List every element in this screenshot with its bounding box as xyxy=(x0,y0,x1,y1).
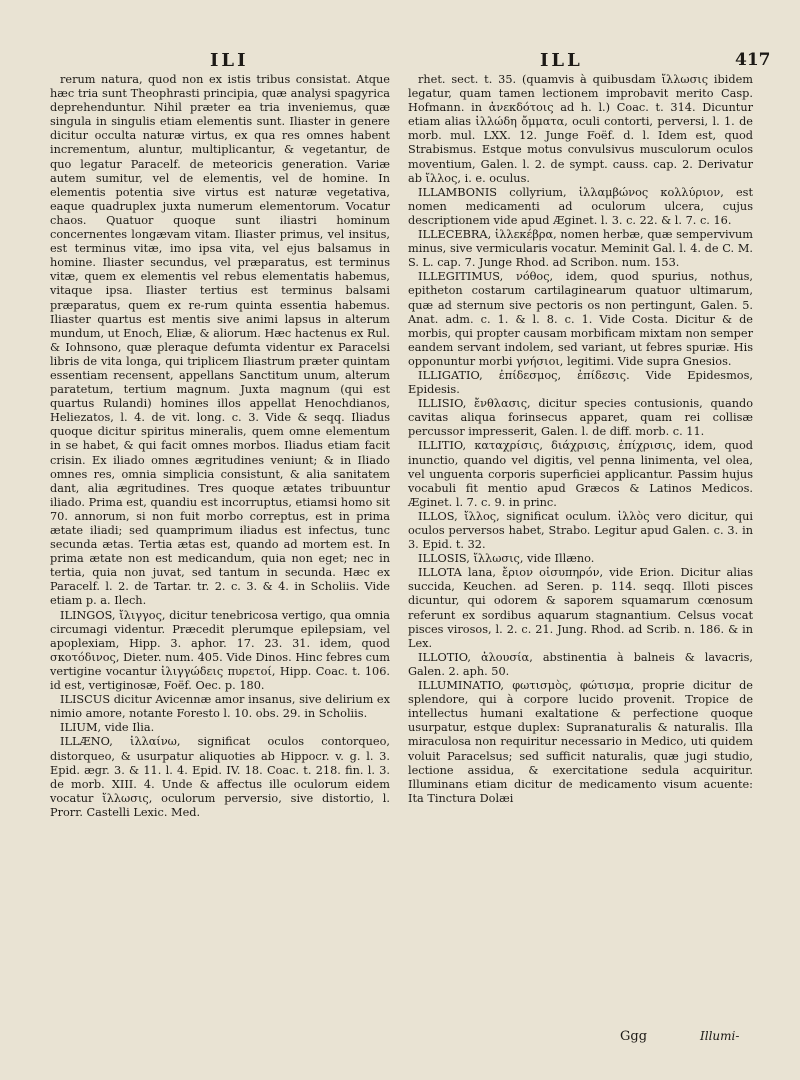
entry-paragraph: ILLÆNO, ἰλλαίνω, significat oculos contorqueo, distorqueo, & usurpatur aliquoties ab Hippocr. v. g. l. 3. Epid. ægr. 3. & 11. l. 4. Epid. IV. 18. Coac. t. 218. fin. l. 3. de morb. XIII. 4. Unde & affectus ille oculorum eidem vocatur ἴλλωσις, oculorum perversio, sive distortio, l. Prorr. Castelli Lexic. Med. xyxy=(50,735,390,819)
entry-paragraph: ILLOTIO, ἀλουσία, abstinentia à balneis & lavacris, Galen. 2. aph. 50. xyxy=(408,650,753,678)
entry-paragraph: ILLECEBRA, ἰλλεκέβρα, nomen herbæ, quæ sempervivum minus, sive vermicularis vocatur. Meminit Gal. l. 4. de C. M. S. L. cap. 7. Junge Rhod. ad Scribon. num. 153. xyxy=(408,228,753,270)
entry-paragraph: ILIUM, vide Ilia. xyxy=(60,721,155,735)
entry-paragraph: ILLOS, ἴλλος, significat oculum. ἰλλὸς vero dicitur, qui oculos perversos habet, Strabo. Legitur apud Galen. c. 3. in 3. Epid. t. 32. xyxy=(408,509,753,552)
left-column xyxy=(50,73,390,820)
entry-paragraph: ILLUMINATIO, φωτισμὸς, φώτισμα, proprie dicitur de splendore, qui à corpore lucido provenit. Tropice de intellectus humani exaltatione & perfectione quoque usurpatur, estque duplex: Supranaturalis & naturalis. Illa miraculosa non requiritur necessario in Medico, uti quidem voluit Paracelsus; sed sufficit naturalis, quæ jugi studio, lectione assidua, & exercitatione sedula acquiritur. Illuminans etiam dicitur de medicamento visum acuente: Ita Tinctura Dolæi xyxy=(408,679,753,805)
entry-paragraph: ILLITIO, καταχρίσις, διάχρισις, ἐπίχρισις, idem, quod inunctio, quando vel digitis, vel penna linimenta, vel olea, vel unguenta corporis superficiei applicantur. Passim hujus vocabuli fit mentio apud Græcos & Latinos Medicos. Æginet. l. 7. c. 9. in princ. xyxy=(408,439,753,509)
catchword: Illumi- xyxy=(700,1029,740,1043)
signature-mark: Ggg xyxy=(620,1029,648,1044)
entry-paragraph: rerum natura, quod non ex istis tribus consistat. Atque hæc tria sunt Theophrasti principia, quæ analysi spagyrica deprehenduntur. Nihil præter ea tria inveniemus, quæ singula in singulis etiam elementis sunt. Iliaster in genere dicitur occulta naturæ virtus, ex qua res omnes habent incrementum, aluntur, multiplicantur, & vegetantur, de quo legatur Paracelf. de meteoricis generation. Variæ autem sumitur, vel de elementis, vel de homine. In elementis potentia sive virtus est naturæ vegetativa, eaque quadruplex juxta numerum elementorum. Vocatur chaos. Quatuor quoque sunt iliastri hominum concernentes longævam vitam. Iliaster primus, vel insitus, est terminus vitæ, imo ipsa vita, vel ejus balsamus in homine. Iliaster secundus, vel præparatus, est terminus vitæ, quem ex elementis vel rebus elementatis habemus, vitaque ipsa. Iliaster tertius est terminus balsami præparatus, quem ex re-rum quinta essentia habemus. Iliaster quartus est mentis sive animi lapsus in alterum mundum, ut Enoch, Eliæ, & aliorum. Hæc hactenus ex Rul. & Iohnsono, quæ pleraque defumta videntur ex Paracelsi libris de vita longa, qui triplicem Iliastrum præter quintam essentiam recensent, appellans Sanctitum unum, alterum paratetum, tertium magnum. Juxta magnum (qui est quartus Rulandi) homines illos appellat Henochdianos, Heliezatos, l. 4. de vit. long. c. 3. Vide & seqq. Iliadus quoque dicitur spiritus mineralis, quem omne elementum in se habet, & qui facit omnes morbos. Iliadus etiam facit crisin. Ex iliado omnes ægritudines veniunt; & in Iliado omnes res, omnia simplicia consistunt, & alia sanitatem dant, alia ægritudines. Tres quoque ætates tribuuntur iliado. Prima est, quandiu est incorruptus, etiamsi homo sit 70. annorum, si non fuit morbo correptus, est in prima ætate iliadi; sed quamprimum iliadus est infectus, tunc secunda ætas. Tertia ætas est, quando ad mortem est. In prima ætate non est medicandum, quia non eget; nec in tertia, quia non juvat, sed tantum in secunda. Hæc ex Paracelf. l. 2. de Tartar. tr. 2. c. 3. & 4. in Scholiis. Vide etiam p. a. Ilech. xyxy=(50,73,390,608)
entry-paragraph: ILLOSIS, ἴλλωσις, vide Illæno. xyxy=(418,552,595,566)
entry-paragraph: ILINGOS, ἴλιγγος, dicitur tenebricosa vertigo, qua omnia circumagi videntur. Præcedit plerumque epilepsiam, vel apoplexiam, Hipp. 3. aphor. 17. 23. 31. idem, quod σκοτόδινος, Dieter. num. 405. Vide Dinos. Hinc febres cum vertigine vocantur ἰλιγγώδεις πυρετοί, Hipp. Coac. t. 106. id est, vertiginosæ, Foëf. Oec. p. 180. xyxy=(50,608,390,693)
running-head-right: ILL xyxy=(540,50,583,71)
entry-paragraph: ILLEGITIMUS, νόθος, idem, quod spurius, nothus, epitheton costarum cartilaginearum quatuor ultimarum, quæ ad sternum sive pectoris os non pertingunt, Galen. 5. Anat. adm. c. 1. & l. 8. c. 1. Vide Costa. Dicitur & de morbis, qui propter causam morbificam mixtam non semper eandem servant indolem, sed variant, ut febres spuriæ. His opponuntur morbi γνήσιοι, legitimi. Vide supra Gnesios. xyxy=(408,270,753,368)
entry-paragraph: ILISCUS dicitur Avicennæ amor insanus, sive delirium ex nimio amore, notante Foresto l. 10. obs. 29. in Scholiis. xyxy=(50,693,390,721)
page-number: 417 xyxy=(735,50,771,70)
running-head-left: ILI xyxy=(210,50,249,71)
entry-paragraph: ILLISIO, ἔνθλασις, dicitur species contusionis, quando cavitas aliqua forinsecus apparet, quam rei collisæ percussor impresserit, Galen. l. de diff. morb. c. 11. xyxy=(408,397,753,439)
entry-paragraph: rhet. sect. t. 35. (quamvis à quibusdam ἴλλωσις ibidem legatur, quam tamen lectionem improbavit merito Casp. Hofmann. in ἀνεκδότοις ad h. l.) Coac. t. 314. Dicuntur etiam alias ἰλλώδη ὄμματα, oculi contorti, perversi, l. 1. de morb. mul. LXX. 12. Junge Foëf. d. l. Idem est, quod Strabismus. Estque motus convulsivus musculorum oculos moventium, Galen. l. 2. de sympt. causs. cap. 2. Derivatur ab ἴλλος, i. e. oculus. xyxy=(408,73,753,185)
right-column xyxy=(408,73,753,806)
entry-paragraph: ILLAMBONIS collyrium, ἰλλαμβώνος κολλύριον, est nomen medicamenti ad oculorum ulcera, cujus descriptionem vide apud Æginet. l. 3. c. 22. & l. 7. c. 16. xyxy=(408,185,753,227)
entry-paragraph: ILLOTA lana, ἔριον οἰσυπηρόν, vide Erion. Dicitur alias succida, Keuchen. ad Seren. p. 114. seqq. Illoti pisces dicuntur, qui odorem & saporem squamarum cœnosum referunt ex sordibus aquarum stagnantium. Celsus vocat pisces virosos, l. 2. c. 21. Jung. Rhod. ad Scrib. n. 186. & in Lex. xyxy=(408,566,753,650)
entry-paragraph: ILLIGATIO, ἐπίδεσμος, ἐπίδεσις. Vide Epidesmos, Epidesis. xyxy=(408,368,753,397)
